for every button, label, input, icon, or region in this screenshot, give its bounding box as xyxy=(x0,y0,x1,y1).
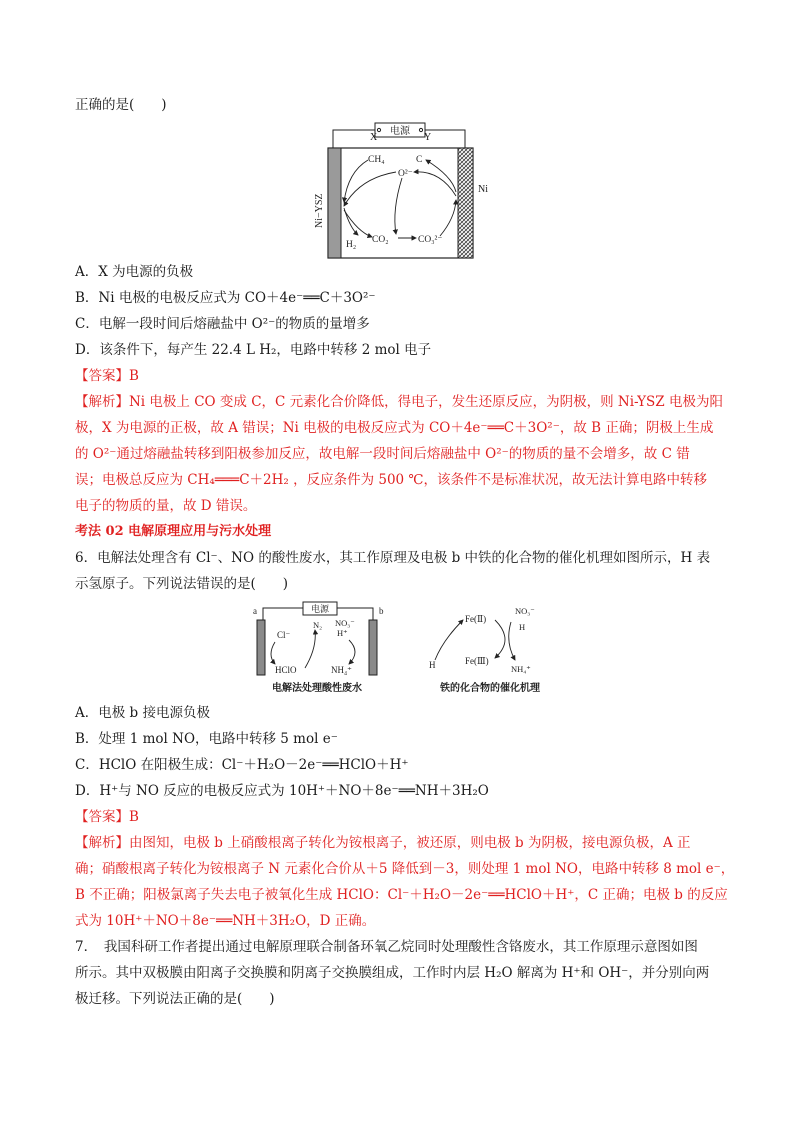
q6-analysis-line: 【解析】由图知，电极 b 上硝酸根离子转化为铵根离子，被还原，则电极 b 为阴极，接电源负极，A 正 xyxy=(75,835,691,851)
q6-option-a: A．电极 b 接电源负极 xyxy=(75,705,210,721)
fe2-label: Fe(Ⅱ) xyxy=(465,614,487,624)
n2-label: N₂ xyxy=(313,620,323,630)
q6-answer: 【答案】B xyxy=(75,809,139,825)
x-label: X xyxy=(370,132,378,143)
q5-option-d: D．该条件下，每产生 22.4 L H₂，电路中转移 2 mol 电子 xyxy=(75,342,432,358)
ni-ysz-electrode xyxy=(328,148,341,258)
q6-option-c: C．HClO 在阳极生成：Cl⁻＋H₂O－2e⁻══HClO＋H⁺ xyxy=(75,757,409,773)
electrode-b-label: b xyxy=(379,606,384,616)
left-electrode-label: Ni−YSZ xyxy=(314,193,325,228)
no3-label: NO₃⁻ xyxy=(335,618,355,628)
left-caption: 电解法处理酸性废水 xyxy=(272,683,362,694)
c-label: C xyxy=(416,155,423,165)
co2-label: CO₂ xyxy=(372,235,389,245)
o2-label: O²⁻ xyxy=(398,169,413,179)
right-electrode-label: Ni xyxy=(478,184,488,195)
q7-stem-line: 极迁移。下列说法正确的是( ) xyxy=(75,991,275,1007)
q6-analysis-line: 式为 10H⁺＋NO＋8e⁻══NH＋3H₂O，D 正确。 xyxy=(75,913,376,929)
q6-stem-line: 6．电解法处理含有 Cl⁻、NO 的酸性废水，其工作原理及电极 b 中铁的化合物的催化机理如图所示，H 表 xyxy=(75,550,711,566)
q5-analysis-line: 的 O²⁻通过熔融盐转移到阳极参加反应，故电解一段时间后熔融盐中 O²⁻的物质的量不会增多，故 C 错 xyxy=(75,446,690,462)
nh4-label: NH₄⁺ xyxy=(331,665,352,675)
q7-stem-line: 所示。其中双极膜由阳离子交换膜和阴离子交换膜组成，工作时内层 H₂O 解离为 H⁺和 OH⁻，并分别向两 xyxy=(75,965,710,981)
electrode-a-label: a xyxy=(253,606,257,616)
fe3-label: Fe(Ⅲ) xyxy=(465,656,489,666)
q5-analysis-line: 误；电极总反应为 CH₄═══C＋2H₂ ，反应条件为 500 ℃，该条件不是标准状况，故无法计算电路中转移 xyxy=(75,472,708,488)
power-label: 电源 xyxy=(310,604,330,614)
q5-analysis-line: 【解析】Ni 电极上 CO 变成 C，C 元素化合价降低，得电子，发生还原反应，为阴极，则 Ni-YSZ 电极为阳 xyxy=(75,394,723,410)
h-left-label: H xyxy=(429,660,436,670)
q6-catalysis-diagram xyxy=(415,600,565,695)
h-plus-label: H⁺ xyxy=(337,628,348,638)
electrode-a xyxy=(257,620,265,675)
q5-option-a: A．X 为电源的负极 xyxy=(75,264,194,280)
q6-option-b: B．处理 1 mol NO，电路中转移 5 mol e⁻ xyxy=(75,731,338,747)
hclo-label: HClO xyxy=(275,665,297,675)
q6-analysis-line: 确；硝酸根离子转化为铵根离子 N 元素化合价从＋5 降低到－3，则处理 1 mol NO，电路中转移 8 mol e⁻， xyxy=(75,861,735,877)
h2-label: H₂ xyxy=(346,240,357,250)
section-heading: 考法 02 电解原理应用与污水处理 xyxy=(75,524,272,539)
power-label: 电源 xyxy=(390,126,410,137)
q5-answer: 【答案】B xyxy=(75,368,139,384)
q6-option-d: D．H⁺与 NO 反应的电极反应式为 10H⁺＋NO＋8e⁻══NH＋3H₂O xyxy=(75,783,489,799)
nh4-label: NH₄⁺ xyxy=(511,664,531,674)
q6-stem-line: 示氢原子。下列说法错误的是( ) xyxy=(75,576,289,592)
ni-electrode xyxy=(458,148,473,258)
q5-analysis-line: 电子的物质的量，故 D 错误。 xyxy=(75,498,257,514)
right-caption: 铁的化合物的催化机理 xyxy=(440,683,540,694)
q5-stem-tail: 正确的是( ) xyxy=(75,97,167,113)
q6-analysis-line: B 不正确；阳极氯离子失去电子被氧化生成 HClO：Cl⁻＋H₂O－2e⁻══HClO＋H⁺，C 正确；电极 b 的反应 xyxy=(75,887,728,903)
q5-option-c: C．电解一段时间后熔融盐中 O²⁻的物质的量增多 xyxy=(75,316,370,332)
q5-option-b: B．Ni 电极的电极反应式为 CO＋4e⁻══C＋3O²⁻ xyxy=(75,290,376,306)
q6-electrolysis-diagram xyxy=(245,600,395,695)
q5-electrolysis-diagram xyxy=(300,120,510,260)
ch4-label: CH₄ xyxy=(368,155,385,165)
h-top-label: H xyxy=(519,622,526,632)
no3-label: NO₃⁻ xyxy=(515,606,535,616)
q7-stem-line: 7． 我国科研工作者提出通过电解原理联合制备环氧乙烷同时处理酸性含铬废水，其工作原理示意图如图 xyxy=(75,939,698,955)
co3-label: CO₃²⁻ xyxy=(418,235,443,245)
q5-analysis-line: 极，X 为电源的正极，故 A 错误；Ni 电极的电极反应式为 CO＋4e⁻══C＋3O²⁻，故 B 正确；阴极上生成 xyxy=(75,420,714,436)
y-label: Y xyxy=(424,132,432,143)
cl-label: Cl⁻ xyxy=(277,630,291,640)
electrode-b xyxy=(369,620,377,675)
